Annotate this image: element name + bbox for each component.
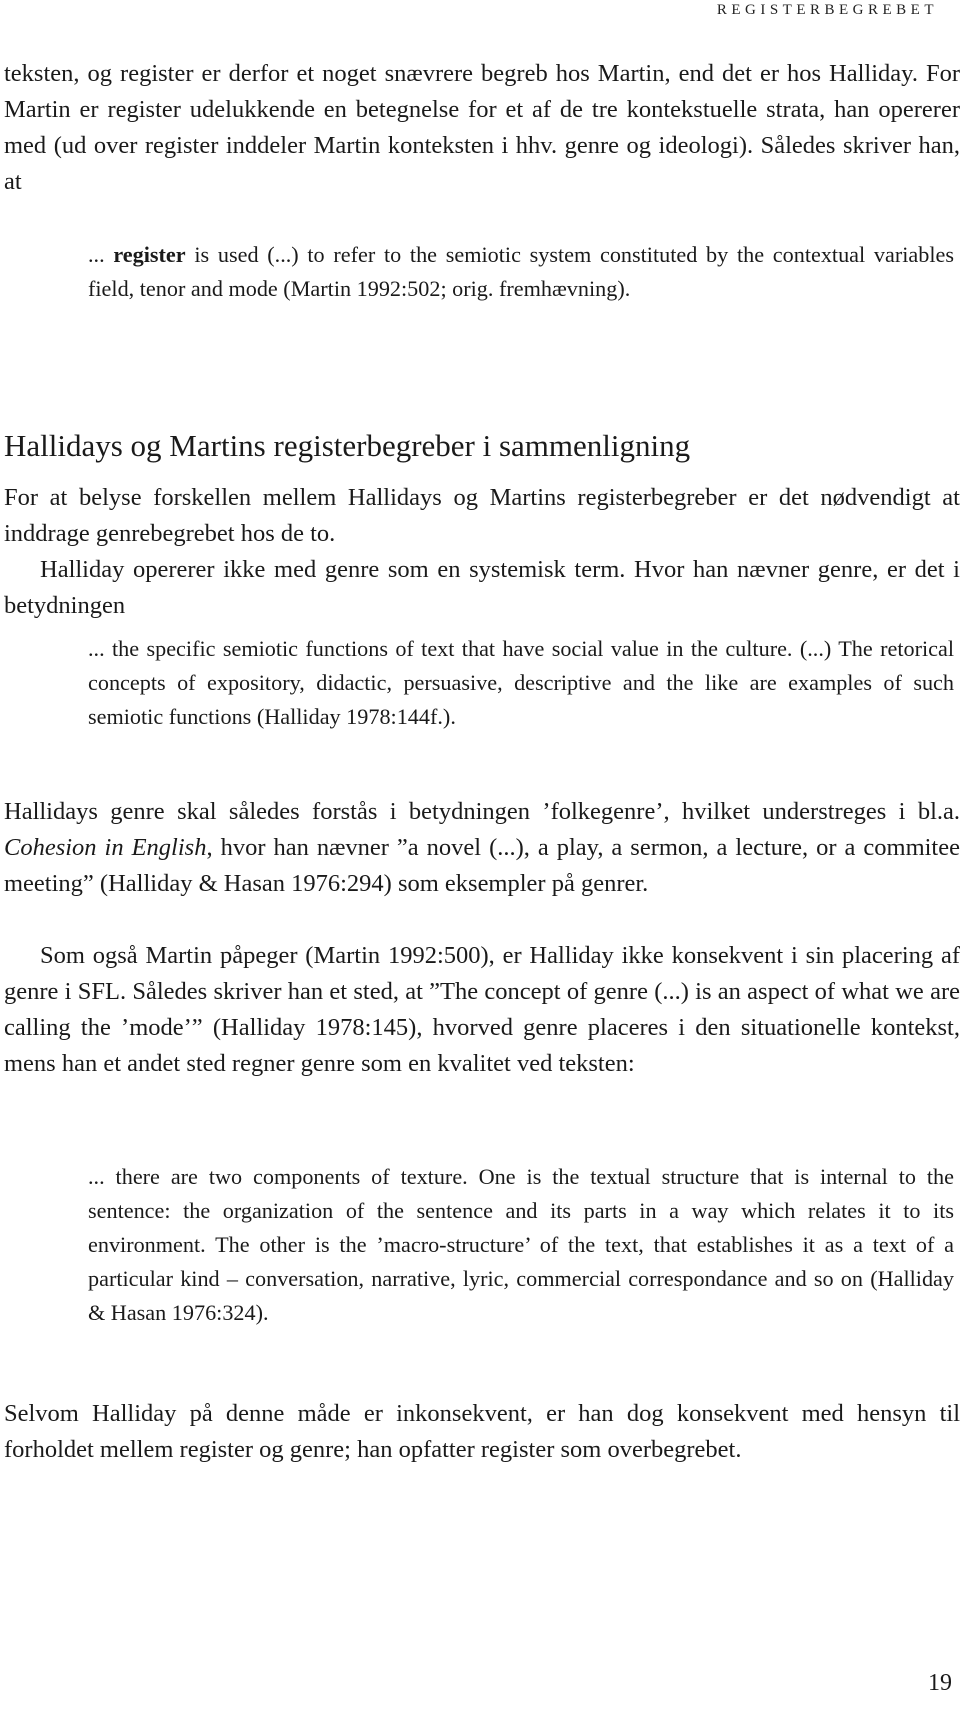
paragraph-intro: teksten, og register er derfor et noget snævrere begreb hos Martin, end det er hos Halliday. For Martin er register udelukkende en betegnelse for et af de tre kontekstuelle strata, han opererer med (ud over register inddeler Martin konteksten i hhv. genre og ideologi). Således skriver han, at xyxy=(4,60,960,195)
paragraph-text: Hallidays genre skal således forstås i betydningen ’folkegenre’, hvilket understreges i bl.a. xyxy=(4,798,960,825)
section-heading: Hallidays og Martins registerbegreber i sammenligning xyxy=(4,428,691,463)
paragraph-text: , hvor han nævner ”a novel (...), a play, a sermon, a lecture, or a commitee meeting” (Halliday & Hasan 1976:294) som eksempler på genrer. xyxy=(4,834,960,897)
block-quote-register-definition xyxy=(88,238,954,306)
paragraph-martin-critique: Som også Martin påpeger (Martin 1992:500), er Halliday ikke konsekvent i sin placering af genre i SFL. Således skriver han et sted, at ”The concept of genre (...) is an aspect of what we are calling the ’mode’” (Halliday 1978:145), hvorved genre placeres i den situationelle kontekst, mens han et andet sted regner genre som en kvalitet ved teksten: xyxy=(4,942,960,1077)
block-quote-semiotic-functions: ... the specific semiotic functions of text that have social value in the culture. (...) The retorical concepts of expository, didactic, persuasive, descriptive and the like are examples of such semiotic functions (Halliday 1978:144f.). xyxy=(88,636,954,729)
block-quote-texture: ... there are two components of texture. One is the textual structure that is internal to the sentence: the organization of the sentence and its parts in a way which relates it to its environment. The other is the ’macro-structure’ of the text, that establishes it as a text of a particular kind – conversation, narrative, lyric, commercial correspondance and so on (Halliday & Hasan 1976:324). xyxy=(88,1164,954,1325)
quote-term-bold: register xyxy=(113,242,186,267)
quote-rest: is used (...) to refer to the semiotic system constituted by the contextual variables field, tenor and mode (Martin 1992:502; orig. fremhævning). xyxy=(88,242,954,301)
book-title-italic: Cohesion in English xyxy=(4,834,207,861)
paragraph-folkegenre xyxy=(4,794,960,902)
quote-lead: ... xyxy=(88,242,114,267)
paragraph-conclusion: Selvom Halliday på denne måde er inkonsekvent, er han dog konsekvent med hensyn til forholdet mellem register og genre; han opfatter register som overbegrebet. xyxy=(4,1400,960,1463)
running-header: REGISTERBEGREBET xyxy=(716,2,938,18)
paragraph-genre-intro: For at belyse forskellen mellem Hallidays og Martins registerbegreber er det nødvendigt at inddrage genrebegrebet hos de to. xyxy=(4,484,960,547)
page-number: 19 xyxy=(928,1670,952,1696)
paragraph-halliday-genre: Halliday opererer ikke med genre som en systemisk term. Hvor han nævner genre, er det i betydningen xyxy=(4,556,960,619)
